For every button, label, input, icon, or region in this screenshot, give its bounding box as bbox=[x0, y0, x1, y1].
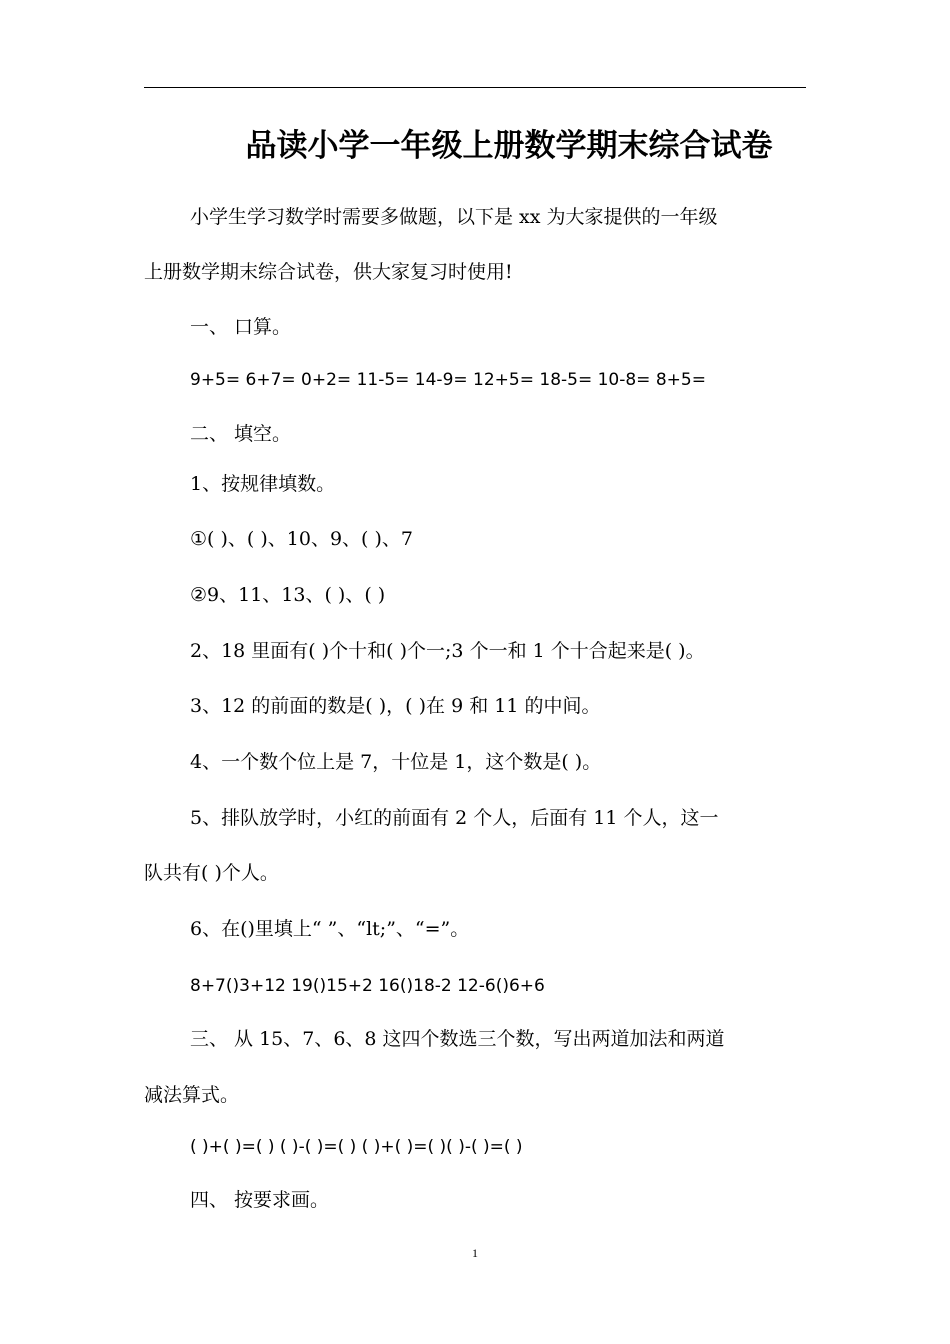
section-1-heading: 一、 口算。 bbox=[190, 316, 292, 338]
page-number: 1 bbox=[472, 1246, 478, 1260]
question-6: 6、在()里填上“ ”、“lt;”、“=”。 bbox=[190, 918, 470, 940]
section-3-line-1: 三、 从 15、7、6、8 这四个数选三个数，写出两道加法和两道 bbox=[190, 1028, 725, 1050]
question-4: 4、一个数个位上是 7，十位是 1，这个数是( )。 bbox=[190, 751, 602, 773]
question-1a: ①( )、( )、10、9、( )、7 bbox=[190, 528, 413, 550]
question-6-problems: 8+7()3+12 19()15+2 16()18-2 12-6()6+6 bbox=[190, 976, 545, 996]
section-3-blanks: ( )+( )=( ) ( )-( )=( ) ( )+( )=( )( )-( )=( ) bbox=[190, 1137, 523, 1157]
intro-paragraph-line-1: 小学生学习数学时需要多做题，以下是 xx 为大家提供的一年级 bbox=[190, 206, 718, 228]
section-2-heading: 二、 填空。 bbox=[190, 423, 292, 445]
section-3-line-2: 减法算式。 bbox=[144, 1084, 240, 1106]
section-1-problems: 9+5= 6+7= 0+2= 11-5= 14-9= 12+5= 18-5= 10-8= 8+5= bbox=[190, 370, 706, 390]
document-title: 品读小学一年级上册数学期末综合试卷 bbox=[245, 128, 773, 164]
question-1b: ②9、11、13、( )、( ) bbox=[190, 584, 386, 606]
question-5-line-2: 队共有( )个人。 bbox=[144, 862, 279, 884]
question-2: 2、18 里面有( )个十和( )个一;3 个一和 1 个十合起来是( )。 bbox=[190, 640, 705, 662]
intro-paragraph-line-2: 上册数学期末综合试卷，供大家复习时使用! bbox=[144, 261, 513, 283]
question-3: 3、12 的前面的数是( )，( )在 9 和 11 的中间。 bbox=[190, 695, 601, 717]
question-1: 1、按规律填数。 bbox=[190, 473, 336, 495]
question-5-line-1: 5、排队放学时，小红的前面有 2 个人，后面有 11 个人，这一 bbox=[190, 807, 719, 829]
section-4-heading: 四、 按要求画。 bbox=[190, 1189, 330, 1211]
header-rule bbox=[144, 87, 806, 88]
